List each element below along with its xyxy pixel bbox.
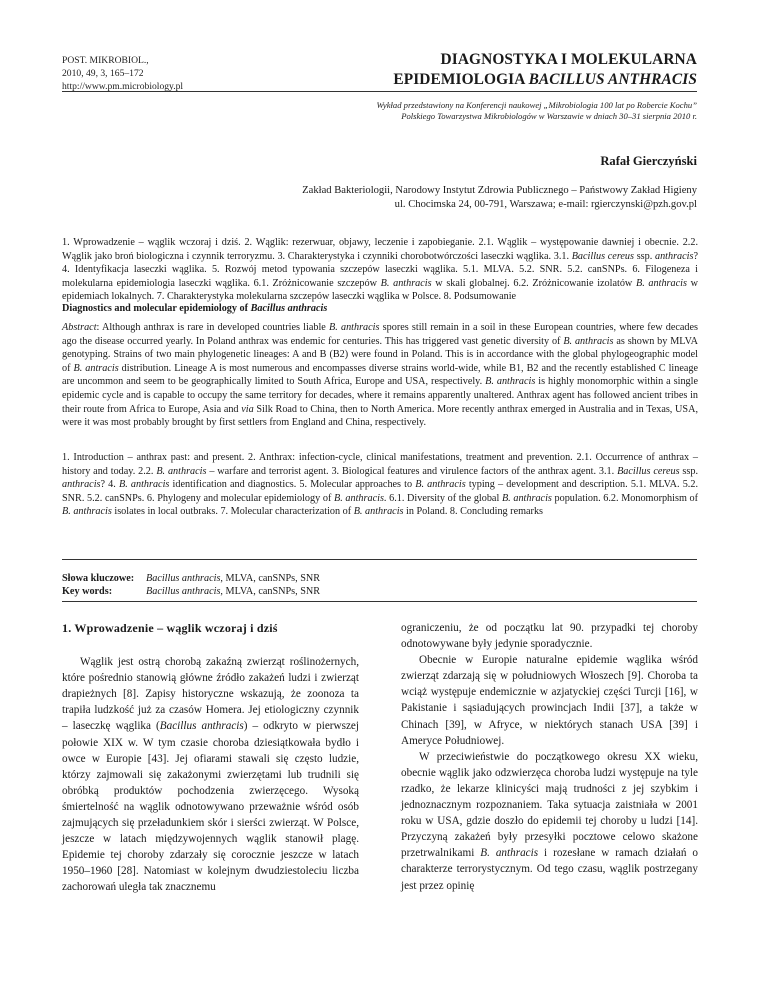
text-run: ) – odkryto w pierwszej połowie XIX w. W tym czasie choroba dziesiątkowała bydło i owce w Europie [43]. Jej ofiarami stawali się często ludzie, którzy zajmowali się zakażonymi zwierzętami lub trudnili się obróbką produktów pochodzenia zwierzęcego. Wysoką śmiertelność na wąglik odnotowywano przeważnie wśród osób zajmujących się przeładunkiem skór i sierści zwierząt. W Polsce, jeszcze w latach międzywojennych wąglik stanowił plagę. Epidemie tej choroby zdarzały się corocznie jeszcze w latach 1950–1960 [28]. Natomiast w kolejnym dwudziestoleciu liczba zachorowań uległa tak znacznemu [62,720,359,894]
italic-text: anthracis [654,250,694,262]
text-run: 1. Wprowadzenie – wąglik wczoraj i dziś. 2. Wąglik: rezerwuar, objawy, leczenie i zapobieganie. 2.1. Wąglik – występowanie dawniej i obecnie. 2.2. Wąglik jako broń biologiczna i czynnik terroryzmu. 3. Charakterystyka i czynniki chorobotwórczości laseczki wąglika. 3.1. [62,237,698,262]
affiliation-line-1: Zakład Bakteriologii, Narodowy Instytut Zdrowia Publicznego – Państwowy Zakład Higieny [302,185,697,196]
body-column-right [401,620,698,894]
keywords-polish [62,572,320,585]
author-affiliation [97,184,697,212]
italic-text: Bacillus anthracis [159,720,244,733]
text-run: ? 4. [100,479,119,491]
text-run: , MLVA, canSNPs, SNR [220,586,321,597]
italic-text: Bacillus cereus [617,465,680,477]
text-run: Obecnie w Europie naturalne epidemie wąglika wśród zwierząt zdarzają się w południowych Włoszech [9]. Choroba ta wciąż występuje endemicznie w azjatyckiej części Turcji [16], w Pakistanie i sąsiadujących prowincjach Indii [37], a także w Chinach [39], w Afryce, w niektórych stanach USA [39] i Ameryce Południowej. [401,654,698,747]
text-run: ? 4. Identyfikacja laseczki wąglika. 5. Rozwój metod typowania szczepów laseczki wąglika. 5.1. MLVA. 5.2. SNR. 5.2. canSNPs. 6. Filogeneza i molekularna epidemiologia laseczki wąglika. 6.1. Zróżnicowanie szczepów [62,250,698,289]
italic-text: B. anthracis [329,322,380,333]
lecture-note-line-1: Wykład przedstawiony na Konferencji naukowej „Mikrobiologia 100 lat po Robercie Kochu” [376,100,697,110]
text-run: ograniczeniu, że od początku lat 90. przypadki tej choroby odnotowywane były jedynie sporadycznie. [401,622,698,651]
text-run: ssp. [634,250,655,262]
text-run: as shown by MLVA genotyping. Strains of two main phylogenetic lineages: A and B (B2) were found in Poland. This is in accordance with the global phylogeographic model of [62,335,698,374]
keywords-english-label: Key words: [62,586,113,597]
text-run: – warfare and terrorist agent. 3. Biological features and virulence factors of the anthrax agent. 3.1. [206,465,618,477]
contents-english [62,451,698,519]
text-run: is highly monomorphic within a single epidemic cycle and is capable to occupy the same territory for decades, where it remains apparently unaltered. Anthrax agent has followed ancient tribes in their route from Africa to Europe, Asia and [62,376,698,415]
keywords-bottom-rule [62,601,697,602]
text-run: Diagnostics and molecular epidemiology of [62,303,251,314]
italic-text: Bacillus anthracis [250,303,328,314]
keywords-block [62,572,320,598]
text-run: , MLVA, canSNPs, SNR [220,573,321,584]
italic-text: B. antracis [73,362,119,374]
keywords-english [62,585,320,598]
text-run: . 6.1. Diversity of the global [383,492,502,504]
journal-name: POST. MIKROBIOL., [62,55,149,66]
text-run: w epidemiach lokalnych. 7. Charakterystyka molekularna szczepów laseczki wąglika w Polsce. 8. Podsumowanie [62,277,698,303]
text-run: 1. Introduction – anthrax past: and present. 2. Anthrax: infection-cycle, clinical manifestations, treatment and prevention. 2.1. Occurrence of anthrax – history and today. 2.2. [62,452,698,477]
article-title [277,50,697,90]
text-run: : Although anthrax is rare in developed countries liable [96,322,330,333]
affiliation-line-2: ul. Chocimska 24, 00-791, Warszawa; e-mail: rgierczynski@pzh.gov.pl [394,199,697,210]
italic-text: B. anthracis [501,492,552,504]
italic-text: B. anthracis [353,506,404,518]
lecture-note-line-2: Polskiego Towarzystwa Mikrobiologów w Warszawie w dniach 30–31 sierpnia 2010 r. [401,111,697,122]
keywords-english-value [146,586,320,597]
text-run: spores still remain in a soil in these European countries, where few decades ago the disease occurred yearly. In Poland anthrax was endemic for centuries. This has triggered vast genetic diversity of [62,322,699,347]
body-paragraph [401,749,698,894]
text-run: in Poland. 8. Concluding remarks [403,506,543,518]
text-run: Wąglik jest ostrą chorobą zakaźną zwierząt roślinożernych, które pośrednio stanowią główne źródło zakażeń ludzi i zwierząt drapieżnych [8]. Zapisy historyczne wskazują, że zoonoza ta trapiła ludzkość już za czasów Homera. Jej etiologiczny czynnik – laseczkę wąglika ( [62,656,359,733]
english-title [62,302,698,316]
lecture-note [97,100,697,123]
keywords-polish-value [146,573,320,584]
section-heading: 1. Wprowadzenie – wąglik wczoraj i dziś [62,621,278,635]
text-run: w skali globalnej. 6.2. Zróżnicowanie izolatów [431,277,636,289]
italic-text: via [241,403,254,415]
abstract [62,321,698,430]
italic-text: B. anthracis [635,277,687,289]
title-line-2 [277,70,697,90]
italic-text: anthracis [62,479,101,491]
text-run: typing – development and description. 5.1. MLVA. 5.2. SNR. 5.2. canSNPs. 6. Phylogeny and molecular epidemiology of [62,479,698,504]
body-paragraph [62,654,359,895]
italic-text: Abstract [62,322,97,333]
italic-text: B. anthracis [334,492,384,504]
italic-text: B. anthracis [380,277,432,289]
keywords-top-rule [62,559,697,560]
italic-text: B. anthracis [118,479,170,491]
keywords-polish-label: Słowa kluczowe: [62,573,135,584]
text-run: W przeciwieństwie do początkowego okresu XX wieku, obecnie wąglik jako odzwierzęca choroba ludzi występuje na tyle rzadko, że lekarze klinicyści mają trudności z jej szybkim i jednoznacznym rozpoznaniem. Taka sytuacja zaistniała w 2001 roku w USA, gdzie doszło do epidemii tej choroby u ludzi [14]. Przyczyną zakażeń były przesyłki pocztowe celowo skażone przetrwalnikami [401,750,698,860]
italic-text: B. anthracis [415,479,466,491]
contents-polish [62,236,698,304]
title-line-2-prefix: EPIDEMIOLOGIA [393,71,529,88]
title-divider [62,91,697,92]
text-run: Silk Road to China, then to North America. More recently anthrax emerged in Australia and in Texas, USA, were it was most probably brought by first settlers from England and China, respectively. [62,403,698,429]
journal-url[interactable]: http://www.pm.microbiology.pl [62,81,184,92]
italic-text: Bacillus cereus [571,250,634,262]
text-run: i rozesłane w ramach działań o charakterze terrorystycznym. Od tego czasu, wąglik postrzegany jest przez opinię [401,847,698,892]
italic-text: B. anthracis [480,847,539,860]
italic-text: Bacillus anthracis [146,573,221,584]
italic-text: B. anthracis [156,465,207,477]
body-column-left [62,620,359,896]
body-paragraph [401,652,698,749]
italic-text: Bacillus anthracis [146,586,221,597]
body-paragraph [401,620,698,652]
italic-text: B. anthracis [62,506,112,518]
title-line-2-italic: BACILLUS ANTHRACIS [528,71,697,88]
text-run: ssp. [679,465,699,477]
journal-info [62,54,282,93]
text-run: isolates in local outbraks. 7. Molecular characterization of [111,506,354,518]
title-line-1: DIAGNOSTYKA I MOLEKULARNA [440,51,697,68]
journal-issue: 2010, 49, 3, 165–172 [62,68,144,79]
text-run: identification and diagnostics. 5. Molecular approaches to [169,479,416,491]
italic-text: B. anthracis [485,376,536,388]
text-run: population. 6.2. Monomorphism of [551,492,699,504]
italic-text: B. anthracis [563,335,614,347]
author-name: Rafał Gierczyński [600,154,697,168]
text-run: distribution. Lineage A is most numerous and encompasses diverse strains world-wide, while B1, B2 and the recently established C lineage are uncommon and seem to be geographically limited to South Africa, Europe and USA, respectively. [62,362,698,388]
